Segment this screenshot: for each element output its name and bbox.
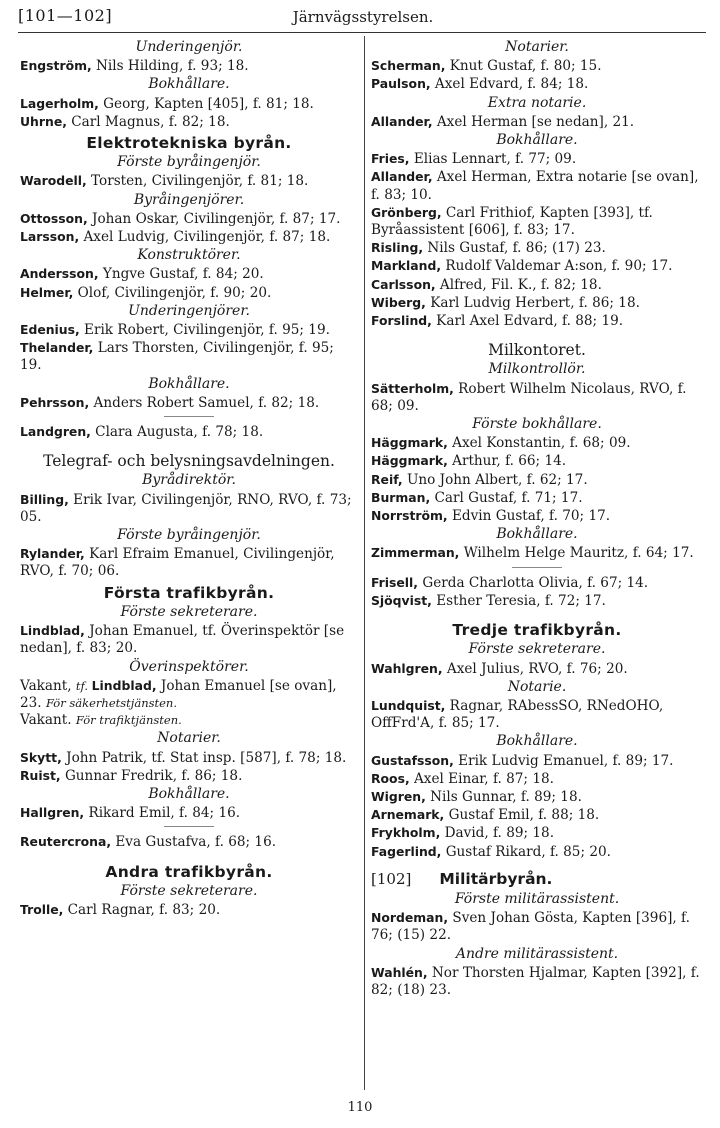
staff-details: Nils Gunnar, f. 89; 18. (425, 788, 582, 805)
service-note: För trafiktjänsten. (75, 713, 182, 728)
staff-entry (371, 150, 703, 168)
staff-surname: Rylander, (20, 546, 85, 562)
staff-surname: Edenius, (20, 322, 80, 338)
staff-details: Knut Gustaf, f. 80; 15. (445, 58, 602, 75)
staff-surname: Lundquist, (371, 697, 446, 713)
staff-surname: Larsson, (20, 229, 80, 245)
staff-entry (371, 806, 703, 824)
staff-details: Nor Thorsten Hjalmar, Kapten [392], f. 82; (18) 23. (371, 964, 700, 998)
right-column (371, 38, 703, 999)
department-heading: Andra trafikbyrån. (105, 862, 273, 881)
section-number: [102] (371, 869, 412, 888)
staff-details: Nils Hilding, f. 93; 18. (91, 58, 249, 75)
staff-entry (371, 592, 703, 610)
column-divider (364, 36, 365, 1090)
role-heading: Notarier. (157, 730, 221, 747)
role-heading: Förste byråingenjör. (117, 527, 261, 544)
department-heading: Elektrotekniska byrån. (86, 134, 292, 153)
staff-surname: Wiberg, (371, 294, 426, 310)
staff-entry (20, 339, 358, 374)
department-heading: Tredje trafikbyrån. (452, 621, 622, 640)
staff-entry (20, 265, 358, 283)
role-heading: Bokhållare. (496, 526, 578, 543)
staff-entry (20, 95, 358, 113)
staff-details: Nils Gustaf, f. 86; (17) 23. (423, 240, 606, 257)
vacancy-entry (20, 712, 358, 729)
tf-label: tf. (75, 678, 92, 693)
staff-entry (371, 507, 703, 525)
staff-details: Axel Herman, Extra notarie [se ovan], f. 83; 10. (371, 169, 699, 203)
role-heading: Underingenjörer. (128, 302, 250, 319)
role-heading: Notarie. (507, 678, 567, 695)
staff-entry (371, 489, 703, 507)
staff-entry (20, 113, 358, 131)
staff-details: Axel Einar, f. 87; 18. (409, 770, 554, 787)
staff-entry (20, 321, 358, 339)
role-heading: Bokhållare. (148, 76, 230, 93)
role-heading: Extra notarie. (487, 94, 587, 111)
staff-surname: Warodell, (20, 173, 87, 189)
staff-surname: Andersson, (20, 266, 99, 282)
staff-details: Erik Ludvig Emanuel, f. 89; 17. (453, 752, 674, 769)
staff-entry (20, 491, 358, 526)
staff-details: Gunnar Fredrik, f. 86; 18. (60, 767, 243, 784)
staff-entry (371, 75, 703, 93)
staff-details: Torsten, Civilingenjör, f. 81; 18. (86, 173, 309, 190)
separator-rule (512, 567, 562, 568)
staff-details: Lars Thorsten, Civilingenjör, f. 95; 19. (20, 340, 334, 374)
staff-entry (371, 544, 703, 562)
staff-entry (371, 168, 703, 203)
vacancy-label: Vakant. (20, 712, 76, 729)
staff-details: Clara Augusta, f. 78; 18. (90, 424, 264, 441)
staff-entry (20, 622, 358, 657)
staff-surname: Risling, (371, 240, 424, 256)
staff-surname: Forslind, (371, 313, 432, 329)
staff-surname: Arnemark, (371, 807, 445, 823)
staff-details: Georg, Kapten [405], f. 81; 18. (98, 95, 314, 112)
staff-details: Carl Ragnar, f. 83; 20. (63, 901, 221, 918)
role-heading: Bokhållare. (496, 132, 578, 149)
staff-details: Elias Lennart, f. 77; 09. (409, 151, 577, 168)
vacancy-label: Vakant, (20, 677, 76, 694)
role-heading: Förste sekreterare. (468, 641, 606, 658)
page-title: Järnvägsstyrelsen. (292, 8, 434, 26)
staff-surname: Skytt, (20, 749, 62, 765)
spacer (20, 441, 358, 449)
separator-rule (164, 416, 214, 417)
staff-entry (20, 545, 358, 580)
staff-details: Eva Gustafva, f. 68; 16. (111, 834, 277, 851)
staff-details: Axel Herman [se nedan], 21. (432, 113, 635, 130)
service-note: För säkerhetstjänsten. (45, 695, 177, 710)
staff-details: Erik Robert, Civilingenjör, f. 95; 19. (79, 322, 330, 339)
role-heading: Förste sekreterare. (120, 882, 258, 899)
staff-details: Karl Axel Edvard, f. 88; 19. (431, 313, 624, 330)
role-heading: Förste militärassistent. (454, 890, 620, 907)
staff-surname: Frykholm, (371, 825, 441, 841)
staff-surname: Allander, (371, 169, 433, 185)
staff-surname: Reif, (371, 471, 403, 487)
staff-entry (371, 843, 703, 861)
staff-entry (371, 660, 703, 678)
vacancy-entry (20, 677, 358, 712)
staff-details: Sven Johan Gösta, Kapten [396], f. 76; (15) 22. (371, 910, 690, 944)
staff-surname: Häggmark, (371, 453, 448, 469)
staff-details: Gustaf Rikard, f. 85; 20. (441, 843, 611, 860)
staff-entry (20, 57, 358, 75)
staff-details: Axel Julius, RVO, f. 76; 20. (442, 660, 628, 677)
staff-details: Arthur, f. 66; 14. (447, 453, 567, 470)
staff-entry (371, 312, 703, 330)
role-heading: Konstruktörer. (137, 247, 241, 264)
staff-surname: Lindblad, (91, 677, 157, 693)
staff-surname: Ruist, (20, 767, 61, 783)
staff-entry (371, 257, 703, 275)
staff-entry (371, 113, 703, 131)
staff-surname: Trolle, (20, 901, 64, 917)
staff-surname: Zimmerman, (371, 545, 460, 561)
role-heading: Förste bokhållare. (472, 416, 602, 433)
staff-details: Karl Efraim Emanuel, Civilingenjör, RVO, f. 70; 06. (20, 546, 335, 580)
staff-details: Yngve Gustaf, f. 84; 20. (98, 266, 264, 283)
staff-details: David, f. 89; 18. (440, 825, 555, 842)
staff-entry (371, 294, 703, 312)
staff-details: Gerda Charlotta Olivia, f. 67; 14. (418, 574, 649, 591)
staff-details: Uno John Albert, f. 62; 17. (402, 471, 588, 488)
spacer (371, 330, 703, 338)
staff-entry (371, 770, 703, 788)
staff-surname: Häggmark, (371, 435, 448, 451)
staff-entry (20, 172, 358, 190)
staff-surname: Roos, (371, 770, 410, 786)
staff-surname: Markland, (371, 258, 442, 274)
staff-entry (20, 210, 358, 228)
left-column (20, 38, 358, 919)
section-heading: Telegraf- och belysningsavdelningen. (43, 452, 335, 471)
staff-surname: Ottosson, (20, 210, 88, 226)
staff-surname: Frisell, (371, 574, 419, 590)
staff-entry (371, 909, 703, 944)
staff-entry (371, 204, 703, 239)
staff-surname: Landgren, (20, 424, 91, 440)
staff-entry (371, 752, 703, 770)
staff-details: Karl Ludvig Herbert, f. 86; 18. (425, 294, 640, 311)
role-heading: Andre militärassistent. (455, 945, 619, 962)
staff-details: Carl Frithiof, Kapten [393], tf. Byråassistent [606], f. 83; 17. (371, 204, 653, 239)
staff-surname: Uhrne, (20, 113, 67, 129)
staff-surname: Helmer, (20, 284, 74, 300)
role-heading: Bokhållare. (148, 785, 230, 802)
staff-surname: Lagerholm, (20, 95, 99, 111)
staff-details: Esther Teresia, f. 72; 17. (431, 592, 606, 609)
spacer (20, 852, 358, 860)
page-range: [101—102] (18, 6, 113, 25)
staff-details: Carl Gustaf, f. 71; 17. (430, 489, 583, 506)
staff-surname: Lindblad, (20, 623, 85, 639)
staff-details: Edvin Gustaf, f. 70; 17. (447, 508, 611, 525)
staff-entry (371, 239, 703, 257)
staff-entry (20, 833, 358, 851)
staff-entry (371, 788, 703, 806)
staff-entry (371, 57, 703, 75)
staff-entry (371, 380, 703, 415)
department-heading: Militärbyrån. (439, 869, 553, 888)
staff-entry (20, 284, 358, 302)
staff-surname: Hallgren, (20, 805, 85, 821)
staff-entry (20, 749, 358, 767)
staff-surname: Burman, (371, 489, 431, 505)
staff-details: Rikard Emil, f. 84; 16. (84, 805, 241, 822)
role-heading: Förste sekreterare. (120, 603, 258, 620)
staff-entry (20, 423, 358, 441)
page-header (18, 4, 708, 30)
section-heading: Milkontoret. (488, 341, 586, 360)
staff-details: Anders Robert Samuel, f. 82; 18. (89, 394, 320, 411)
header-rule (18, 32, 706, 33)
role-heading: Byrådirektör. (142, 472, 236, 489)
staff-details: Alfred, Fil. K., f. 82; 18. (435, 276, 602, 293)
staff-surname: Norrström, (371, 508, 448, 524)
staff-details: Gustaf Emil, f. 88; 18. (444, 807, 600, 824)
staff-details: Carl Magnus, f. 82; 18. (66, 113, 230, 130)
staff-surname: Fries, (371, 151, 410, 167)
role-heading: Förste byråingenjör. (117, 154, 261, 171)
staff-surname: Wahlgren, (371, 660, 443, 676)
staff-surname: Pehrsson, (20, 394, 90, 410)
spacer (371, 610, 703, 618)
staff-details: Olof, Civilingenjör, f. 90; 20. (73, 284, 272, 301)
role-heading: Bokhållare. (148, 375, 230, 392)
staff-entry (371, 452, 703, 470)
staff-surname: Engström, (20, 58, 92, 74)
staff-entry (20, 394, 358, 412)
staff-details: Rudolf Valdemar A:son, f. 90; 17. (441, 258, 673, 275)
staff-surname: Reutercrona, (20, 834, 112, 850)
staff-surname: Wigren, (371, 788, 426, 804)
department-heading: Första trafikbyrån. (103, 583, 275, 602)
staff-details: Wilhelm Helge Mauritz, f. 64; 17. (459, 545, 694, 562)
staff-details: Johan Emanuel, tf. Överinspektör [se nedan], f. 83; 20. (20, 623, 345, 657)
staff-surname: Billing, (20, 491, 69, 507)
staff-surname: Paulson, (371, 76, 431, 92)
staff-entry (20, 767, 358, 785)
staff-surname: Nordeman, (371, 910, 449, 926)
staff-surname: Grönberg, (371, 204, 442, 220)
staff-entry (371, 276, 703, 294)
staff-entry (20, 804, 358, 822)
staff-entry (371, 824, 703, 842)
staff-details: Robert Wilhelm Nicolaus, RVO, f. 68; 09. (371, 380, 687, 414)
staff-surname: Scherman, (371, 58, 446, 74)
role-heading: Bokhållare. (496, 733, 578, 750)
staff-surname: Fagerlind, (371, 843, 442, 859)
staff-entry (371, 434, 703, 452)
role-heading: Byråingenjörer. (133, 191, 245, 208)
staff-surname: Carlsson, (371, 276, 436, 292)
staff-details: Axel Konstantin, f. 68; 09. (447, 435, 631, 452)
staff-surname: Allander, (371, 113, 433, 129)
staff-surname: Wahlén, (371, 964, 428, 980)
page-number: 110 (347, 1100, 373, 1115)
staff-details: Johan Oskar, Civilingenjör, f. 87; 17. (87, 210, 341, 227)
role-heading: Överinspektörer. (129, 658, 249, 675)
staff-surname: Gustafsson, (371, 752, 454, 768)
staff-entry (20, 901, 358, 919)
staff-details: Erik Ivar, Civilingenjör, RNO, RVO, f. 73; 05. (20, 491, 352, 525)
staff-surname: Sätterholm, (371, 380, 454, 396)
staff-details: Axel Ludvig, Civilingenjör, f. 87; 18. (79, 229, 331, 246)
staff-entry (371, 964, 703, 999)
staff-details: Ragnar, RAbessSO, RNedOHO, OffFrd'A, f. 85; 17. (371, 697, 664, 732)
staff-entry (371, 574, 703, 592)
role-heading: Underingenjör. (135, 39, 243, 55)
staff-details: Johan Emanuel [se ovan], 23. (20, 677, 337, 711)
staff-entry (371, 697, 703, 732)
staff-surname: Sjöqvist, (371, 592, 432, 608)
staff-details: Axel Edvard, f. 84; 18. (430, 76, 589, 93)
staff-surname: Thelander, (20, 340, 94, 356)
military-heading-row (371, 871, 703, 889)
role-heading: Milkontrollör. (488, 361, 586, 378)
role-heading: Notarier. (505, 39, 569, 55)
staff-entry (20, 228, 358, 246)
staff-entry (371, 471, 703, 489)
staff-details: John Patrik, tf. Stat insp. [587], f. 78; 18. (61, 749, 347, 766)
separator-rule (164, 826, 214, 827)
